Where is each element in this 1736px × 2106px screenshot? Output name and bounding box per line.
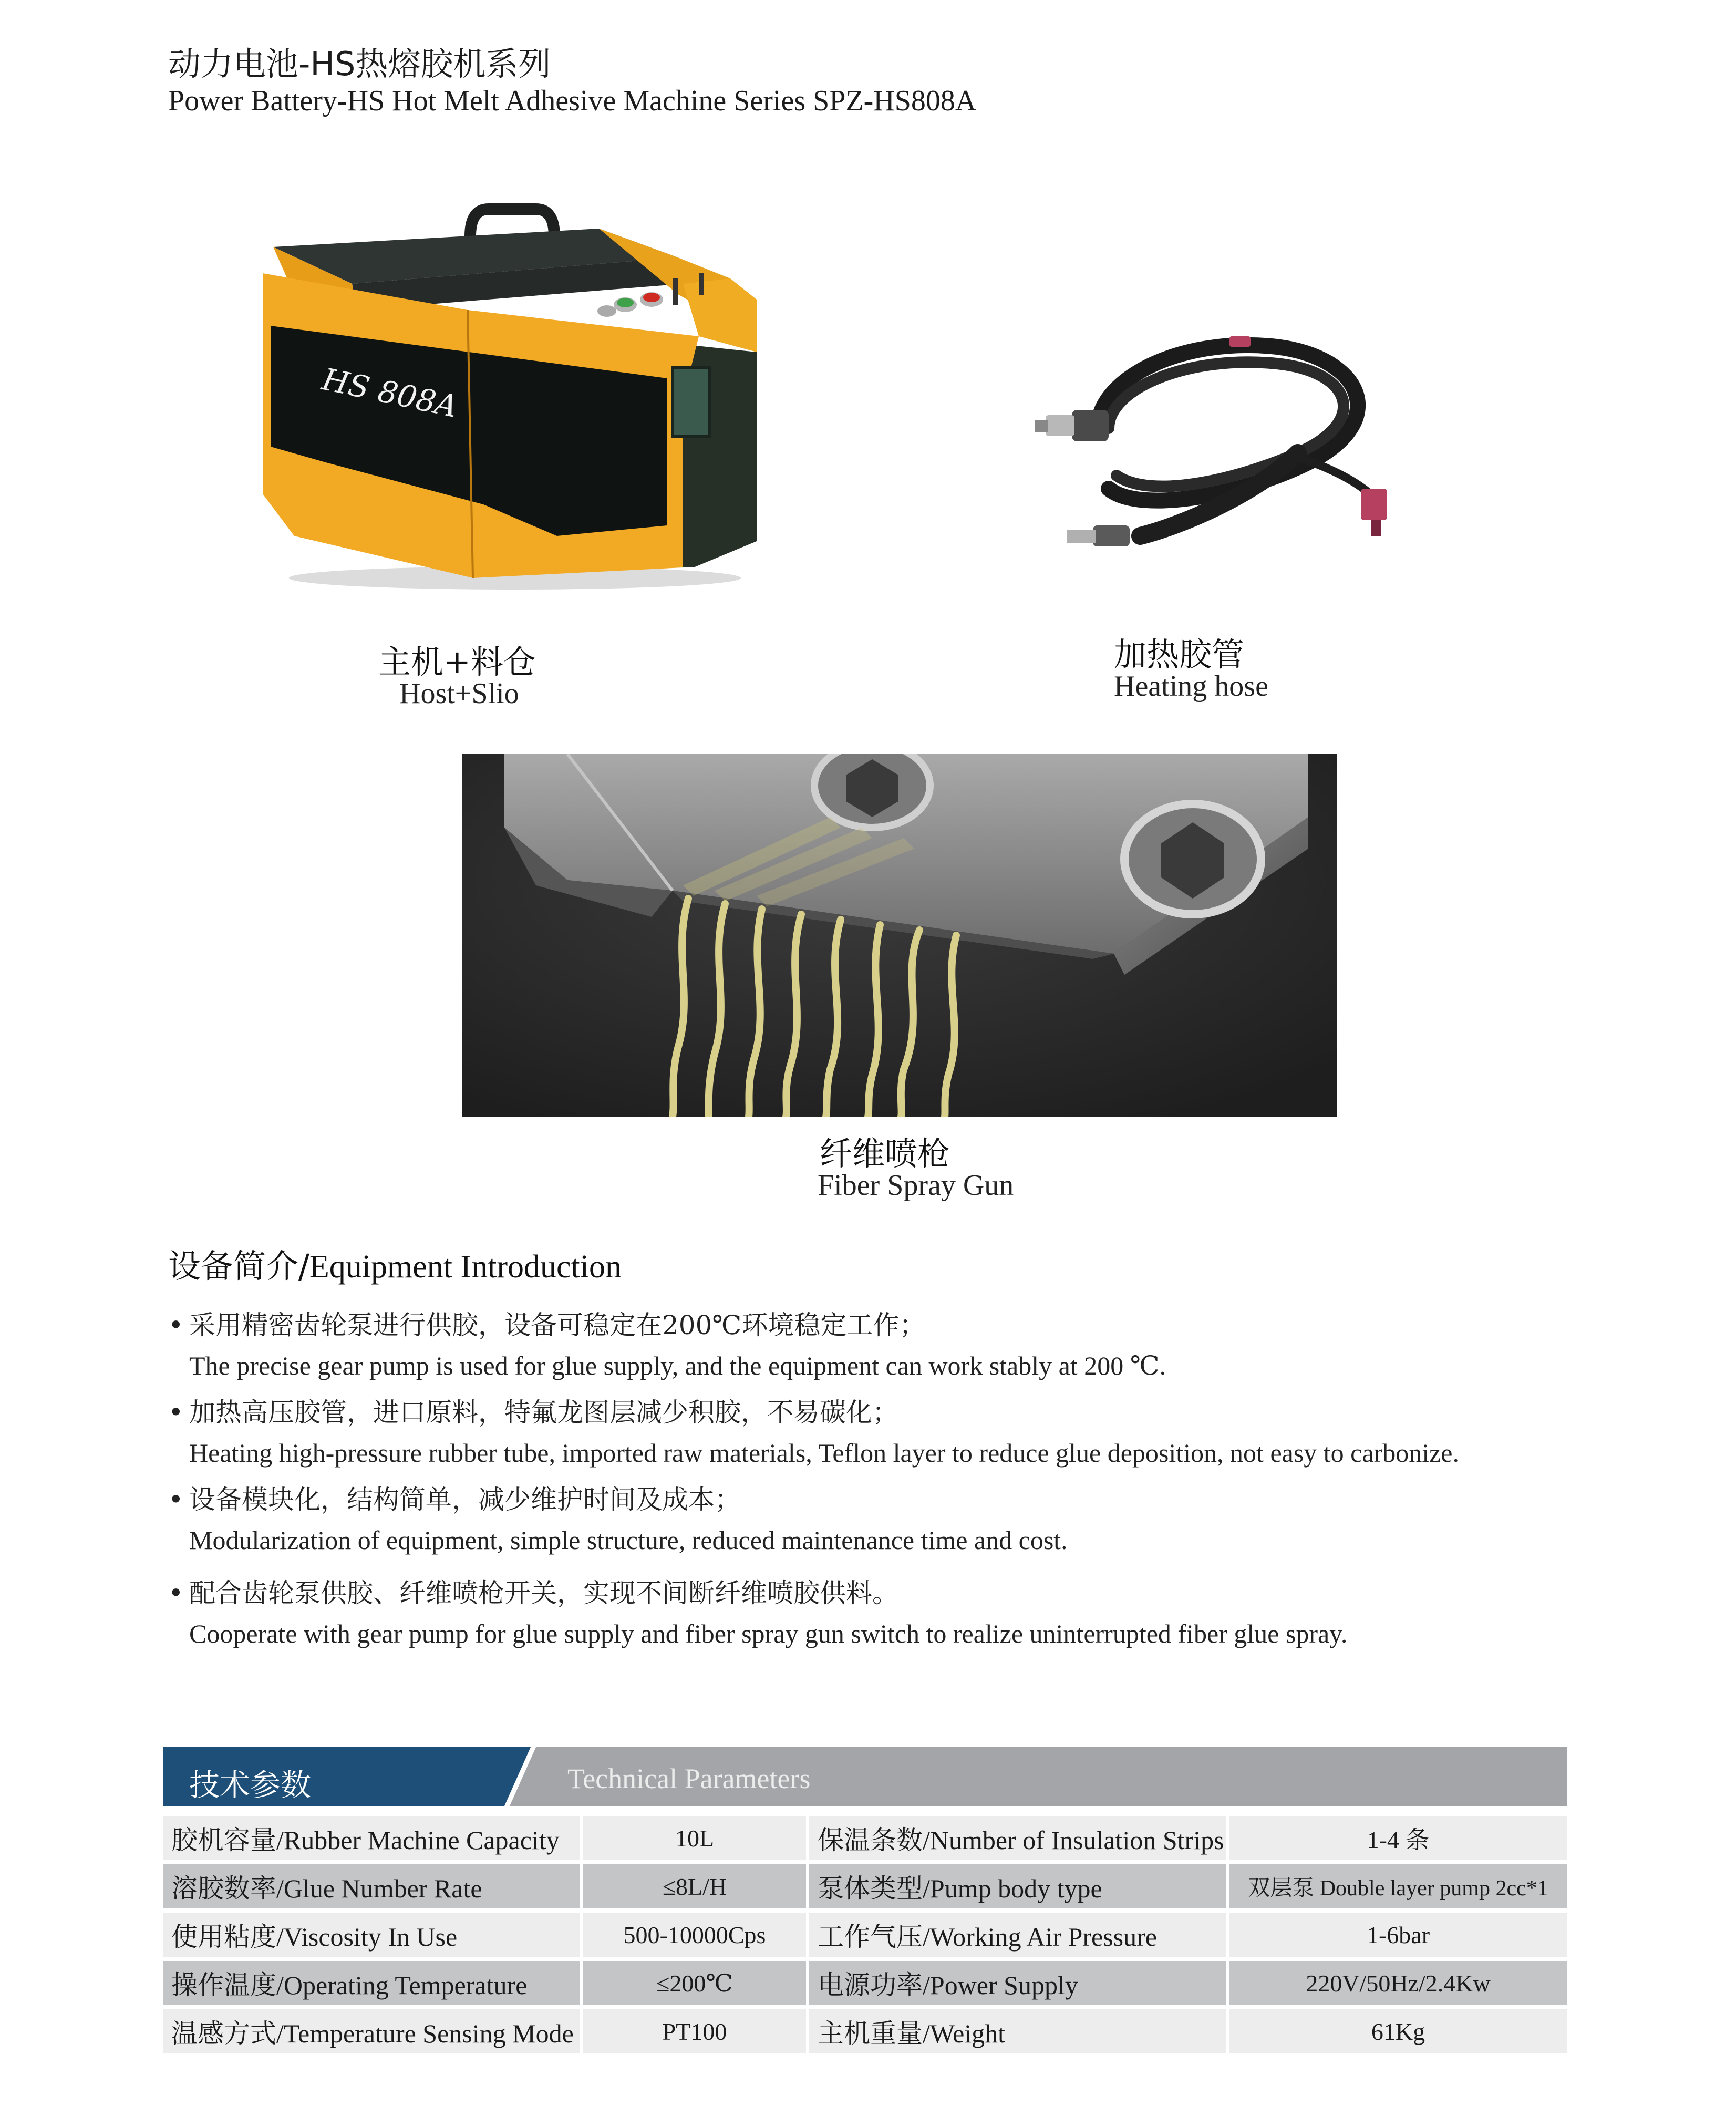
param-value: 61Kg: [1229, 2009, 1567, 2053]
host-silo-machine-image: [263, 200, 762, 599]
host-silo-label-en: Host+Slio: [399, 677, 519, 710]
fiber-spray-gun-label-en: Fiber Spray Gun: [818, 1169, 1014, 1202]
param-value: 1-6bar: [1229, 1913, 1567, 1957]
param-value: ≤8L/H: [583, 1864, 809, 1908]
intro-bullet-1-cn: • 采用精密齿轮泵进行供胶，设备可稳定在200℃环境稳定工作；: [168, 1310, 926, 1340]
intro-bullet-3-en: Modularization of equipment, simple structure, reduced maintenance time and cost.: [189, 1525, 1068, 1555]
tech-params-header-tab: [163, 1747, 1567, 1806]
param-value: ≤200℃: [583, 1961, 809, 2005]
intro-heading: [168, 1240, 622, 1287]
param-label: 泵体类型/Pump body type: [809, 1864, 1229, 1908]
param-value: 500-10000Cps: [583, 1913, 809, 1957]
param-value: 220V/50Hz/2.4Kw: [1229, 1961, 1567, 2005]
intro-bullet-2-en: Heating high-pressure rubber tube, imported raw materials, Teflon layer to reduce glue deposition, not easy to carbonize.: [189, 1438, 1459, 1468]
intro-bullet-1-en: The precise gear pump is used for glue supply, and the equipment can work stably at 200 ℃.: [189, 1351, 1166, 1380]
table-row: [163, 1961, 1567, 2005]
param-label: 温感方式/Temperature Sensing Mode: [163, 2009, 583, 2053]
fiber-spray-gun-image: [462, 754, 1337, 1117]
table-row: [163, 2009, 1567, 2053]
param-value: 1-4 条: [1229, 1816, 1567, 1860]
machine-model-badge: HS 808A: [319, 361, 461, 425]
intro-bullet-3-cn: • 设备模块化，结构简单，减少维护时间及成本；: [168, 1484, 741, 1515]
table-row: [163, 1913, 1567, 1957]
param-label: 胶机容量/Rubber Machine Capacity: [163, 1816, 583, 1860]
intro-bullet-2-cn: • 加热高压胶管，进口原料，特氟龙图层减少积胶，不易碳化；: [168, 1397, 898, 1428]
page-title-en: Power Battery-HS Hot Melt Adhesive Machine Series SPZ-HS808A: [168, 85, 977, 117]
heating-hose-image: [983, 315, 1403, 557]
param-label: 保温条数/Number of Insulation Strips: [809, 1816, 1229, 1860]
intro-bullet-4-en: Cooperate with gear pump for glue supply and fiber spray gun switch to realize uninterrupted fiber glue spray.: [189, 1619, 1348, 1648]
heating-hose-label-en: Heating hose: [1114, 670, 1268, 703]
param-value: 双层泵 Double layer pump 2cc*1: [1229, 1864, 1567, 1908]
table-row: [163, 1864, 1567, 1908]
tech-params-title-en: Technical Parameters: [567, 1763, 811, 1794]
param-value: PT100: [583, 2009, 809, 2053]
param-label: 电源功率/Power Supply: [809, 1961, 1229, 2005]
param-label: 溶胶数率/Glue Number Rate: [163, 1864, 583, 1908]
intro-heading-cn: 设备简介/: [168, 1247, 309, 1285]
table-row: [163, 1816, 1567, 1860]
tech-params-header: [163, 1747, 1567, 1806]
host-silo-label-cn: 主机+料仓: [378, 643, 536, 681]
page-title-cn: 动力电池-HS热熔胶机系列: [168, 45, 551, 83]
tech-params-title-cn: 技术参数: [189, 1767, 312, 1803]
intro-bullet-4-cn: • 配合齿轮泵供胶、纤维喷枪开关，实现不间断纤维喷胶供料。: [168, 1578, 898, 1608]
heating-hose-label-cn: 加热胶管: [1114, 635, 1245, 674]
fiber-spray-gun-label-cn: 纤维喷枪: [820, 1134, 950, 1173]
param-label: 使用粘度/Viscosity In Use: [163, 1913, 583, 1957]
param-label: 工作气压/Working Air Pressure: [809, 1913, 1229, 1957]
param-value: 10L: [583, 1816, 809, 1860]
tech-params-table: [163, 1812, 1567, 2058]
param-label: 操作温度/Operating Temperature: [163, 1961, 583, 2005]
intro-heading-en: Equipment Introduction: [309, 1249, 622, 1285]
param-label: 主机重量/Weight: [809, 2009, 1229, 2053]
